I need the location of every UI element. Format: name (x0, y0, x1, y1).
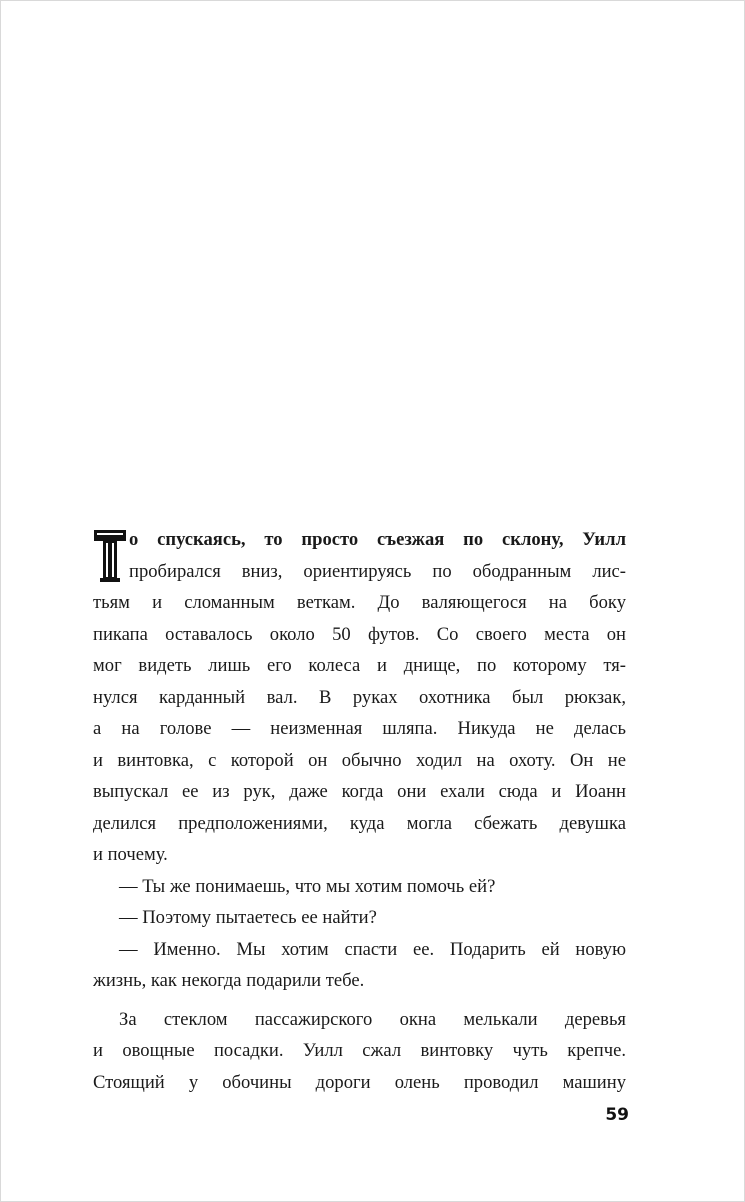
dialogue-line: — Именно. Мы хотим спасти ее. Подарить ей новую (119, 938, 626, 960)
page-number: 59 (605, 1105, 629, 1125)
paragraph-line: За стеклом пассажирского окна мелькали деревья (119, 1008, 626, 1030)
paragraph-line: нулся карданный вал. В руках охотника был рюкзак, (93, 686, 626, 708)
paragraph-line: пикапа оставалось около 50 футов. Со своего места он (93, 623, 626, 645)
dialogue-line: — Поэтому пытаетесь ее найти? (119, 907, 377, 928)
paragraph-spacer (93, 997, 626, 1004)
body-text (93, 524, 626, 1098)
paragraph-line: выпускал ее из рук, даже когда они ехали сюда и Иоанн (93, 781, 626, 802)
paragraph-line: о спускаясь, то просто съезжая по склону, Уилл (129, 529, 626, 550)
paragraph-line: мог видеть лишь его колеса и днище, по которому тя- (93, 655, 626, 676)
paragraph-line: делился предположениями, куда могла сбежать девушка (93, 812, 626, 834)
paragraph-line: тьям и сломанным веткам. До валяющегося на боку (93, 592, 626, 613)
drop-cap-letter-t (93, 529, 127, 583)
dialogue-line: жизнь, как некогда подарили тебе. (93, 970, 365, 991)
dialogue-line: — Ты же понимаешь, что мы хотим помочь ей? (119, 875, 496, 897)
paragraph-line: и овощные посадки. Уилл сжал винтовку чуть крепче. (93, 1040, 626, 1061)
paragraph-line: и винтовка, с которой он обычно ходил на охоту. Он не (93, 749, 626, 771)
paragraph-line: и почему. (93, 844, 168, 865)
paragraph-line: пробирался вниз, ориентируясь по ободранным лис- (129, 560, 626, 582)
paragraph-line: а на голове — неизменная шляпа. Никуда не делась (93, 718, 626, 739)
paragraph-line: Стоящий у обочины дороги олень проводил машину (93, 1071, 626, 1093)
